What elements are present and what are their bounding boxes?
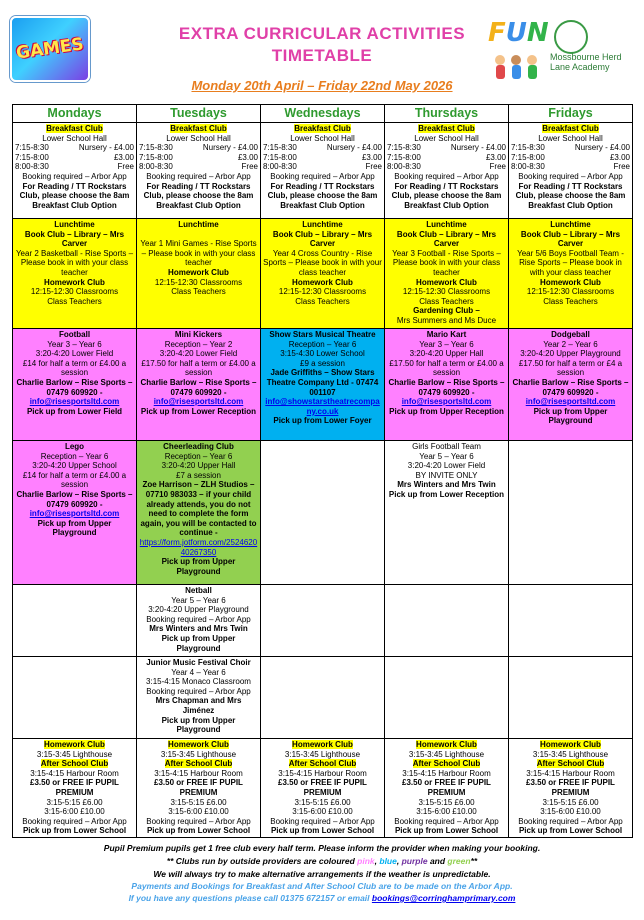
day-header-friday: Fridays [509,105,633,123]
email-link[interactable]: info@risesportsltd.com [29,509,120,519]
empty-cell [13,585,137,657]
breakfast-cell-tue: Breakfast Club Lower School Hall 7:15-8:30 Nursery - £4.00 7:15-8:00 £3.00 8:00-8:30 Free Booking required – Arbor App For Reading / TT Rockstars Club, please choose the 8am Breakfast Club Option [137,123,261,219]
empty-cell [261,441,385,585]
empty-cell [509,441,633,585]
empty-cell [261,585,385,657]
breakfast-cell-thu: Breakfast Club Lower School Hall 7:15-8:30 Nursery - £4.00 7:15-8:00 £3.00 8:00-8:30 Free Booking required – Arbor App For Reading / TT Rockstars Club, please choose the 8am Breakfast Club Option [385,123,509,219]
empty-cell [261,657,385,739]
after-school-cell-wed: Homework Club 3:15-3:45 Lighthouse After School Club 3:15-4:15 Harbour Room £3.50 or FREE IF PUPIL PREMIUM 3:15-5:15 £6.00 3:15-6:00 £10.00 Booking required – Arbor App Pick up from Lower School [261,739,385,838]
day-header-wednesday: Wednesdays [261,105,385,123]
cheerleading-cell: Cheerleading Club Reception – Year 6 3:20-4:20 Upper Hall £7 a session Zoe Harrison – ZLH Studios – 07710 983033 – if your child already attends, you do not need to complete the form again, you will be contacted to continue - https://form.jotform.com/252462040267350 Pick up from Upper Playground [137,441,261,585]
lunch-cell-thu: Lunchtime Book Club – Library – Mrs Carver Year 3 Football - Rise Sports – Please book in with your class teacher Homework Club 12:15-12:30 Classrooms Class Teachers Gardening Club – Mrs Summers and Ms Duce [385,219,509,329]
day-header-thursday: Thursdays [385,105,509,123]
girls-football-cell: Girls Football Team Year 5 – Year 6 3:20-4:20 Lower Field BY INVITE ONLY Mrs Winters and Mrs Twin Pick up from Lower Reception [385,441,509,585]
after-school-cell-tue: Homework Club 3:15-3:45 Lighthouse After School Club 3:15-4:15 Harbour Room £3.50 or FREE IF PUPIL PREMIUM 3:15-5:15 £6.00 3:15-6:00 £10.00 Booking required – Arbor App Pick up from Lower School [137,739,261,838]
contact-email-link[interactable]: bookings@corringhamprimary.com [371,893,516,903]
page-title: EXTRA CURRICULAR ACTIVITIES [178,24,466,43]
games-logo: GAMES [10,16,90,82]
football-cell: Football Year 3 – Year 6 3:20-4:20 Lower Field £14 for half a term or £4.00 a session Charlie Barlow – Rise Sports – 07479 609920 - info@risesportsltd.com Pick up from Lower Field [13,329,137,441]
mini-kickers-cell: Mini Kickers Reception – Year 2 3:20-4:20 Lower Field £17.50 for half a term or £4.00 a session Charlie Barlow – Rise Sports – 07479 609920 - info@risesportsltd.com Pick up from Lower Reception [137,329,261,441]
lunch-cell-mon: Lunchtime Book Club – Library – Mrs Carver Year 2 Basketball - Rise Sports – Please book in with your class teacher Homework Club 12:15-12:30 Classrooms Class Teachers [13,219,137,329]
lunch-cell-tue: Lunchtime Year 1 Mini Games - Rise Sports – Please book in with your class teacher Homework Club 12:15-12:30 Classrooms Class Teachers [137,219,261,329]
netball-cell: Netball Year 5 – Year 6 3:20-4:20 Upper Playground Booking required – Arbor App Mrs Winters and Mrs Twin Pick up from Upper Playground [137,585,261,657]
date-range: Monday 20th April – Friday 22nd May 2026 [191,78,453,93]
after-school-cell-fri: Homework Club 3:15-3:45 Lighthouse After School Club 3:15-4:15 Harbour Room £3.50 or FREE IF PUPIL PREMIUM 3:15-5:15 £6.00 3:15-6:00 £10.00 Booking required – Arbor App Pick up from Lower School [509,739,633,838]
empty-cell [13,657,137,739]
pupil-premium-note: Pupil Premium pupils get 1 free club every half term. Please inform the provider when making your booking. [103,843,541,853]
empty-cell [509,585,633,657]
contact-note: If you have any questions please call 01375 672157 or email bookings@corringhamprimary.com [128,893,516,903]
mario-kart-cell: Mario Kart Year 3 – Year 6 3:20-4:20 Upper Hall £17.50 for half a term or £4.00 a session Charlie Barlow – Rise Sports – 07479 609920 - info@risesportsltd.com Pick up from Upper Reception [385,329,509,441]
breakfast-cell-mon: Breakfast Club Lower School Hall 7:15-8:30 Nursery - £4.00 7:15-8:00 £3.00 8:00-8:30 Free Booking required – Arbor App For Reading / TT Rockstars Club, please choose the 8am Breakfast Club Option [13,123,137,219]
page-subtitle: TIMETABLE [271,46,373,65]
payments-note: Payments and Bookings for Breakfast and After School Club are to be made on the Arbor App. [131,881,513,891]
show-stars-cell: Show Stars Musical Theatre Reception – Year 6 3:15-4:30 Lower School £9 a session Jade Griffiths – Show Stars Theatre Company Ltd - 07474 001107 info@showstarstheatrecompany.co.uk Pick up from Lower Foyer [261,329,385,441]
email-link[interactable]: info@risesportsltd.com [153,397,244,407]
breakfast-cell-wed: Breakfast Club Lower School Hall 7:15-8:30 Nursery - £4.00 7:15-8:00 £3.00 8:00-8:30 Free Booking required – Arbor App For Reading / TT Rockstars Club, please choose the 8am Breakfast Club Option [261,123,385,219]
fun-logo: FUN [488,18,549,48]
after-school-cell-thu: Homework Club 3:15-3:45 Lighthouse After School Club 3:15-4:15 Harbour Room £3.50 or FREE IF PUPIL PREMIUM 3:15-5:15 £6.00 3:15-6:00 £10.00 Booking required – Arbor App Pick up from Lower School [385,739,509,838]
provider-colour-note: ** Clubs run by outside providers are coloured pink, blue, purple and green** [166,856,478,866]
after-school-cell-mon: Homework Club 3:15-3:45 Lighthouse After School Club 3:15-4:15 Harbour Room £3.50 or FREE IF PUPIL PREMIUM 3:15-5:15 £6.00 3:15-6:00 £10.00 Booking required – Arbor App Pick up from Lower School [13,739,137,838]
lunch-cell-fri: Lunchtime Book Club – Library – Mrs Carver Year 5/6 Boys Football Team - Rise Sports – Please book in with your class teacher Homework Club 12:15-12:30 Classrooms Class Teachers [509,219,633,329]
empty-cell [509,657,633,739]
choir-cell: Junior Music Festival Choir Year 4 – Year 6 3:15-4:15 Monaco Classroom Booking required – Arbor App Mrs Chapman and Mrs Jiménez Pick up from Upper Playground [137,657,261,739]
email-link[interactable]: info@showstarstheatrecompany.co.uk [265,397,380,416]
children-icon [492,52,548,82]
timetable [12,104,633,838]
breakfast-cell-fri: Breakfast Club Lower School Hall 7:15-8:30 Nursery - £4.00 7:15-8:00 £3.00 8:00-8:30 Free Booking required – Arbor App For Reading / TT Rockstars Club, please choose the 8am Breakfast Club Option [509,123,633,219]
lunch-cell-wed: Lunchtime Book Club – Library – Mrs Carver Year 4 Cross Country - Rise Sports – Please book in with your class teacher Homework Club 12:15-12:30 Classrooms Class Teachers [261,219,385,329]
school-logo [484,16,634,86]
weather-note: We will always try to make alternative arrangements if the weather is unpredictable. [153,869,491,879]
day-header-monday: Mondays [13,105,137,123]
form-link[interactable]: https://form.jotform.com/252462040267350 [139,537,258,557]
lego-cell: Lego Reception – Year 6 3:20-4:20 Upper School £14 for half a term or £4.00 a session Charlie Barlow – Rise Sports – 07479 609920 - info@risesportsltd.com Pick up from Upper Playground [13,441,137,585]
email-link[interactable]: info@risesportsltd.com [525,397,616,407]
email-link[interactable]: info@risesportsltd.com [401,397,492,407]
school-name: Mossbourne Herd Lane Academy [550,52,622,72]
school-crest-icon [554,20,588,54]
dodgeball-cell: Dodgeball Year 2 – Year 6 3:20-4:20 Upper Playground £17.50 for half a term or £4 a session Charlie Barlow – Rise Sports – 07479 609920 - info@risesportsltd.com Pick up from Upper Playground [509,329,633,441]
day-header-tuesday: Tuesdays [137,105,261,123]
empty-cell [385,657,509,739]
email-link[interactable]: info@risesportsltd.com [29,397,120,407]
empty-cell [385,585,509,657]
